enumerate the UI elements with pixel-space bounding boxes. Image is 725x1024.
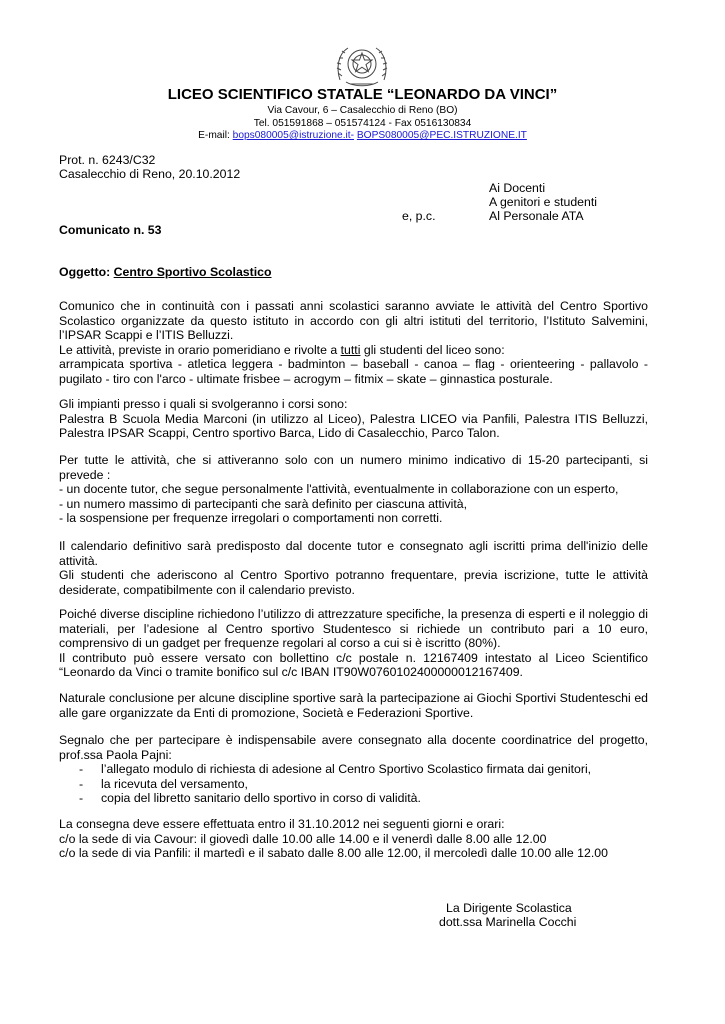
paragraph-conclusion (59, 691, 648, 720)
paragraph-delivery (59, 817, 648, 861)
recipient-staff: Al Personale ATA (489, 209, 584, 223)
conditions-list (59, 482, 648, 526)
activities-intro-underline: tutti (340, 342, 361, 357)
facilities-list: Palestra B Scuola Media Marconi (in utilizzo al Liceo), Palestra LICEO via Panfili, Palestra ITIS Belluzzi, Palestra IPSAR Scappi, Centro sportivo Barca, Lido di Casalecchio, Parco Talon. (59, 411, 648, 441)
list-dash: - (79, 776, 84, 791)
recipient-teachers: Ai Docenti (489, 181, 546, 195)
list-item: - la sospensione per frequenze irregolari o comportamenti non corretti. (59, 511, 443, 526)
facilities-intro: Gli impianti presso i quali si svolgeranno i corsi sono: (59, 397, 348, 411)
requirement-text: la ricevuta del versamento, (101, 776, 248, 791)
contribution-text: Poiché diverse discipline richiedono l’utilizzo di attrezzature specifiche, la presenza di esperti e il noleggio di materiali, per l’adesione al Centro sportivo Studentesco si richiede un contributo pari a 10 euro, comprensivo di un gadget per frequenze regolari al corso a cui si è iscritto (80%). (59, 607, 648, 651)
list-item (59, 777, 648, 792)
list-item (59, 791, 648, 806)
requirement-text: copia del libretto sanitario dello sportivo in corso di validità. (101, 791, 421, 806)
conclusion-text: Naturale conclusione per alcune discipline sportive sarà la partecipazione ai Giochi Sportivi Studenteschi ed alle gare organizzate da Enti di promozione, Società e Federazioni Sportive. (59, 691, 648, 720)
list-dash: - (79, 762, 84, 777)
conditions-intro: Per tutte le attività, che si attiveranno solo con un numero minimo indicativo di 15-20 partecipanti, si prevede : (59, 453, 648, 482)
recipient-parents: A genitori e studenti (489, 195, 598, 209)
paragraph-conditions (59, 453, 648, 526)
calendar-text: Il calendario definitivo sarà predisposto dal docente tutor e consegnato agli iscritti prima dell'inizio delle attività. (59, 539, 648, 568)
place-date: Casalecchio di Reno, 20.10.2012 (59, 167, 241, 181)
requirements-list (59, 762, 648, 806)
subject-label: Oggetto: (59, 265, 111, 279)
italian-republic-emblem-icon (332, 40, 392, 90)
list-item: - un numero massimo di partecipanti che sarà definito per ciascuna attività, (59, 496, 468, 511)
email-label: E-mail: (198, 130, 230, 141)
paragraph-facilities (59, 397, 648, 441)
list-item (59, 762, 648, 777)
list-item: - un docente tutor, che segue personalmente l'attività, eventualmente in collaborazione con un esperto, (59, 482, 619, 497)
paragraph-contribution (59, 607, 648, 680)
activities-intro-a: Le attività, previste in orario pomeridiano e rivolte a (59, 342, 338, 357)
school-address: Via Cavour, 6 – Casalecchio di Reno (BO) (267, 105, 458, 116)
activities-intro (59, 343, 648, 358)
email-link-1[interactable]: bops080005@istruzione.it- (232, 130, 355, 141)
activities-intro-b: gli studenti del liceo sono: (363, 342, 505, 357)
intro-text: Comunico che in continuità con i passati anni scolastici saranno avviate le attività del Centro Sportivo Scolastico organizzate da questo istituto in accordo con gli altri istituti del territorio, l’Istituto Salvemini, l’IPSAR Scappi e l’ITIS Belluzzi. (59, 299, 648, 343)
list-dash: - (79, 791, 84, 806)
email-link-2[interactable]: BOPS080005@PEC.ISTRUZIONE.IT (356, 130, 527, 141)
signature-role: La Dirigente Scolastica (446, 901, 572, 915)
paragraph-intro (59, 299, 648, 387)
requirement-text: l’allegato modulo di richiesta di adesione al Centro Sportivo Scolastico firmata dai genitori, (101, 762, 592, 777)
delivery-intro: La consegna deve essere effettuata entro il 31.10.2012 nei seguenti giorni e orari: (59, 817, 505, 831)
cc-label: e, p.c. (402, 209, 436, 223)
signature-name: dott.ssa Marinella Cocchi (439, 915, 577, 929)
subject-line (59, 265, 648, 280)
school-name: LICEO SCIENTIFICO STATALE “LEONARDO DA VINCI” (167, 86, 558, 103)
subject-text: Centro Sportivo Scolastico (113, 265, 272, 279)
school-phones: Tel. 051591868 – 051574124 - Fax 0516130834 (253, 118, 472, 129)
paragraph-requirements (59, 733, 648, 806)
delivery-cavour: c/o la sede di via Cavour: il giovedì dalle 10.00 alle 14.00 e il venerdì dalle 8.00 alle 12.00 (59, 831, 547, 846)
delivery-panfili: c/o la sede di via Panfili: il martedì e il sabato dalle 8.00 alle 12.00, il mercoledì dalle 10.00 alle 12.00 (59, 846, 608, 861)
school-email-line (0, 129, 725, 142)
activities-list: arrampicata sportiva - atletica leggera - badminton – baseball - canoa – flag - orienteering - pallavolo - pugilato - tiro con l'arco - ultimate frisbee – acrogym – fitmix – skate – ginnastica posturale. (59, 357, 648, 386)
communique-number: Comunicato n. 53 (59, 223, 162, 237)
requirements-intro: Segnalo che per partecipare è indispensabile avere consegnato alla docente coordinatrice del progetto, prof.ssa Paola Pajni: (59, 733, 648, 762)
protocol: Prot. n. 6243/C32 (59, 153, 156, 167)
paragraph-calendar (59, 539, 648, 597)
enrollment-text: Gli studenti che aderiscono al Centro Sportivo potranno frequentare, previa iscrizione, tutte le attività desiderate, compatibilmente con il calendario previsto. (59, 568, 648, 597)
payment-text: Il contributo può essere versato con bollettino c/c postale n. 12167409 intestato al Liceo Scientifico “Leonardo da Vinci o tramite bonifico sul c/c IBAN IT90W0760102400000012167409. (59, 650, 648, 680)
